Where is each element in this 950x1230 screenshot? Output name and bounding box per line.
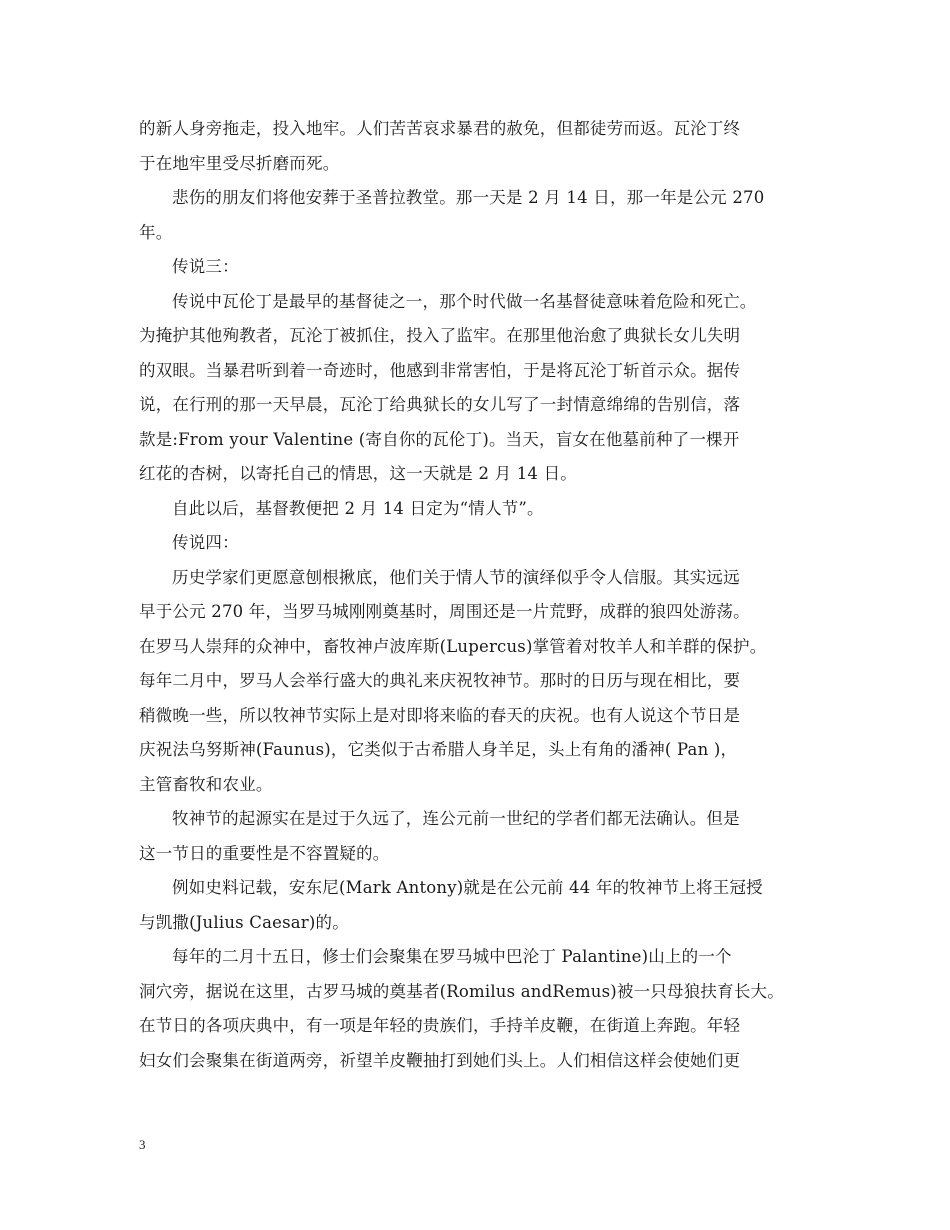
paragraph <box>139 561 819 803</box>
text-line: 款是:From your Valentine (寄自你的瓦伦丁)。当天，盲女在他墓前种了一棵开 <box>139 429 740 449</box>
paragraph <box>139 492 819 527</box>
text-line: 主管畜牧和农业。 <box>139 774 273 794</box>
text-line: 这一节日的重要性是不容置疑的。 <box>139 843 390 863</box>
text-line: 悲伤的朋友们将他安葬于圣普拉教堂。那一天是 2 月 14 日，那一年是公元 270 <box>172 188 765 207</box>
text-line: 传说四： <box>172 533 239 552</box>
paragraph <box>139 526 819 561</box>
text-line: 于在地牢里受尽折磨而死。 <box>139 153 340 173</box>
page-number: 3 <box>139 1137 146 1152</box>
text-line: 传说三： <box>172 257 239 276</box>
text-line: 的双眼。当暴君听到着一奇迹时，他感到非常害怕，于是将瓦沦丁斩首示众。据传 <box>139 360 741 380</box>
text-line: 牧神节的起源实在是过于久远了，连公元前一世纪的学者们都无法确认。但是 <box>172 809 740 828</box>
text-line: 说，在行刑的那一天早晨，瓦沦丁给典狱长的女儿写了一封情意绵绵的告别信，落 <box>139 395 741 414</box>
paragraph <box>139 181 819 250</box>
text-line: 每年二月中，罗马人会举行盛大的典礼来庆祝牧神节。那时的日历与现在相比，要 <box>139 671 741 690</box>
text-line: 历史学家们更愿意刨根揪底，他们关于情人节的演绎似乎令人信服。其实远远 <box>172 567 740 587</box>
document-body <box>139 112 819 1078</box>
text-line: 的新人身旁拖走，投入地牢。人们苦苦哀求暴君的赦免，但都徒劳而返。瓦沦丁终 <box>139 119 741 138</box>
paragraph <box>139 871 819 940</box>
text-line: 红花的杏树，以寄托自己的情思，这一天就是 2 月 14 日。 <box>139 464 577 483</box>
text-line: 洞穴旁，据说在这里，古罗马城的奠基者(Romilus andRemus)被一只母狼扶育长大。 <box>139 981 784 1001</box>
text-line: 在节日的各项庆典中，有一项是年轻的贵族们，手持羊皮鞭，在街道上奔跑。年轻 <box>139 1016 741 1035</box>
text-line: 年。 <box>139 222 173 242</box>
text-line: 每年的二月十五日，修士们会聚集在罗马城中巴沦丁 Palantine)山上的一个 <box>172 947 732 966</box>
text-line: 在罗马人崇拜的众神中，畜牧神卢波库斯(Lupercus)掌管着对牧羊人和羊群的保护。 <box>139 636 767 656</box>
text-line: 与凯撒(Julius Caesar)的。 <box>139 912 349 932</box>
text-line: 例如史料记载，安东尼(Mark Antony)就是在公元前 44 年的牧神节上将王冠授 <box>172 878 763 897</box>
paragraph <box>139 802 819 871</box>
text-line: 妇女们会聚集在街道两旁，祈望羊皮鞭抽打到她们头上。人们相信这样会使她们更 <box>139 1050 741 1070</box>
text-line: 为掩护其他殉教者，瓦沦丁被抓住，投入了监牢。在那里他治愈了典狱长女儿失明 <box>139 326 741 345</box>
text-line: 传说中瓦伦丁是最早的基督徒之一，那个时代做一名基督徒意味着危险和死亡。 <box>172 291 757 311</box>
text-line: 庆祝法乌努斯神(Faunus)，它类似于古希腊人身羊足，头上有角的潘神( Pan )， <box>139 740 738 759</box>
text-line: 稍微晚一些，所以牧神节实际上是对即将来临的春天的庆祝。也有人说这个节日是 <box>139 705 741 725</box>
paragraph <box>139 940 819 1078</box>
paragraph <box>139 250 819 285</box>
text-line: 自此以后，基督教便把 2 月 14 日定为“情人节”。 <box>172 498 544 518</box>
paragraph <box>139 285 819 492</box>
paragraph <box>139 112 819 181</box>
text-line: 早于公元 270 年，当罗马城刚刚奠基时，周围还是一片荒野，成群的狼四处游荡。 <box>139 602 750 621</box>
